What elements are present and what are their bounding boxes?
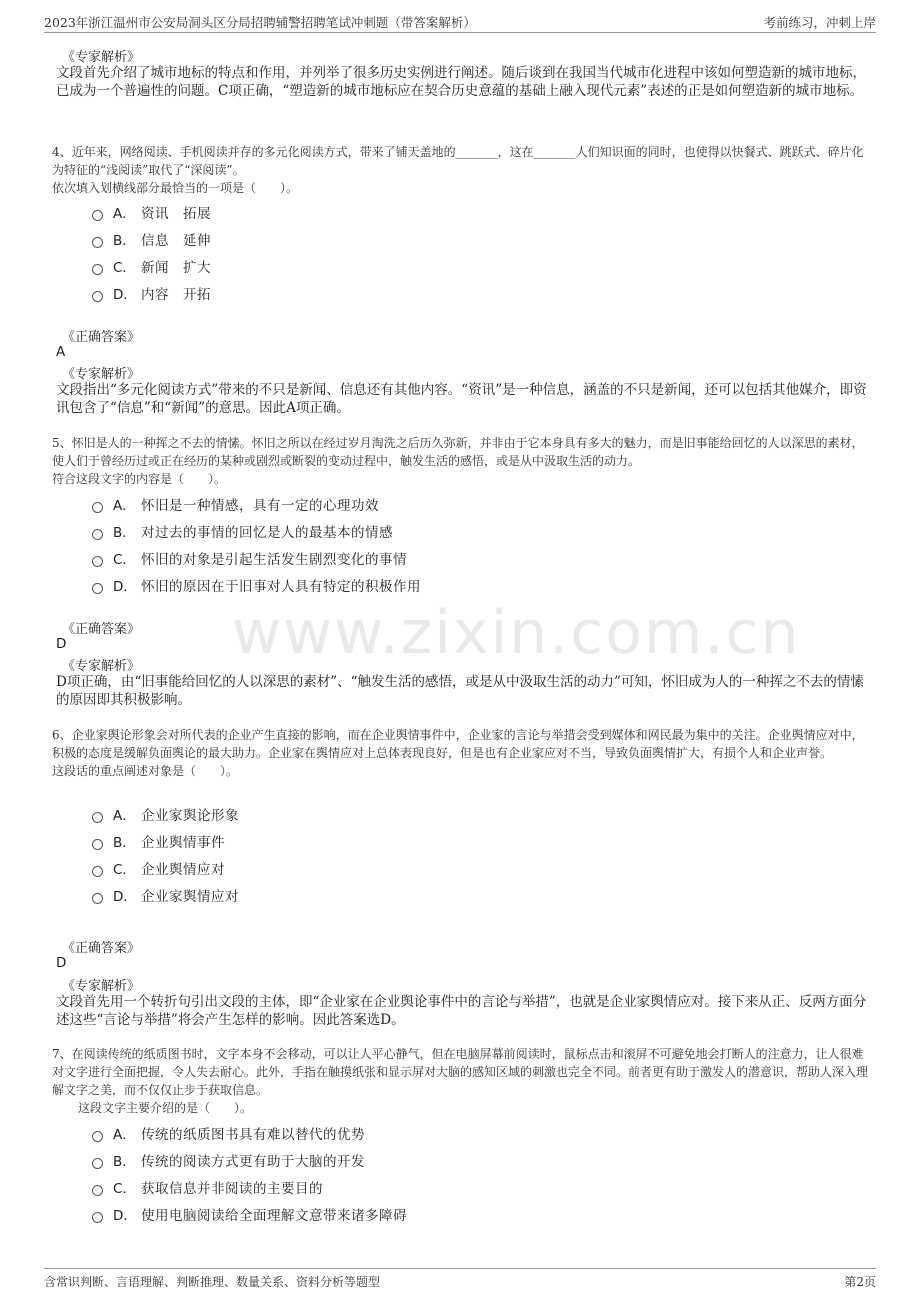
q7-option-c[interactable]: C． 获取信息并非阅读的主要目的 xyxy=(92,1177,323,1197)
q5-option-c[interactable]: C． 怀旧的对象是引起生活发生剧烈变化的事情 xyxy=(92,548,407,568)
q4-option-d[interactable]: D． 内容 开拓 xyxy=(92,283,211,303)
q4-option-c[interactable]: C． 新闻 扩大 xyxy=(92,256,211,276)
radio-button[interactable] xyxy=(92,556,103,567)
radio-button[interactable] xyxy=(92,812,103,823)
answer-label: 《正确答案》 xyxy=(62,622,141,637)
q6-option-c[interactable]: C． 企业舆情应对 xyxy=(92,858,225,878)
q5-option-a[interactable]: A． 怀旧是一种情感，具有一定的心理功效 xyxy=(92,494,379,514)
q7-option-d[interactable]: D． 使用电脑阅读给全面理解文意带来诸多障碍 xyxy=(92,1204,407,1224)
radio-button[interactable] xyxy=(92,1212,103,1223)
radio-button[interactable] xyxy=(92,583,103,594)
q5-question xyxy=(52,434,872,488)
q7-option-a[interactable]: A． 传统的纸质图书具有难以替代的优势 xyxy=(92,1123,365,1143)
q6-analysis: 文段首先用一个转折句引出文段的主体，即“企业家在企业舆论事件中的言论与举措”，也就是企业家舆情应对。接下来从正、反两方面分述这些“言论与举措”将会产生怎样的影响。因此答案选D。 xyxy=(56,994,867,1028)
watermark: www.zixin.com.cn xyxy=(232,598,801,668)
q6-option-a[interactable]: A． 企业家舆论形象 xyxy=(92,804,239,824)
page-number: 第2页 xyxy=(844,1275,876,1289)
radio-button[interactable] xyxy=(92,1158,103,1169)
q4-prompt: 依次填入划横线部分最恰当的一项是（ ）。 xyxy=(52,181,299,195)
radio-button[interactable] xyxy=(92,502,103,513)
q4-option-b[interactable]: B． 信息 延伸 xyxy=(92,229,211,249)
header-slogan: 考前练习，冲刺上岸 xyxy=(763,15,876,30)
q7-text: 7、在阅读传统的纸质图书时，文字本身不会移动，可以让人平心静气，但在电脑屏幕前阅读时，鼠标点击和滚屏不可避免地会打断人的注意力，让人很难对文字进行全面把握，令人失去耐心。此外，手指在触摸纸张和显示屏对大脑的感知区域的刺激也完全不同。前者更有助于激发人的潜意识，帮助人深入理解文字之美，而不仅仅止步于获取信息。 xyxy=(52,1047,869,1097)
analysis-label: 《专家解析》 xyxy=(62,367,141,382)
q6-option-b[interactable]: B． 企业舆情事件 xyxy=(92,831,225,851)
q4-option-a[interactable]: A． 资讯 拓展 xyxy=(92,202,211,222)
radio-button[interactable] xyxy=(92,839,103,850)
q5-text: 5、怀旧是人的一种挥之不去的情愫。怀旧之所以在经过岁月淘洗之后历久弥新，并非由于它本身具有多大的魅力，而是旧事能给回忆的人以深思的素材，使人们于曾经历过或正在经历的某种或剧烈或断裂的变动过程中，触发生活的感悟，或是从中汲取生活的动力。 xyxy=(52,436,864,468)
q6-option-d[interactable]: D． 企业家舆情应对 xyxy=(92,885,239,905)
document-title: 2023年浙江温州市公安局洞头区分局招聘辅警招聘笔试冲刺题（带答案解析） xyxy=(44,15,476,30)
radio-button[interactable] xyxy=(92,210,103,221)
page-footer xyxy=(44,1268,876,1293)
q4-analysis: 文段指出“多元化阅读方式”带来的不只是新闻、信息还有其他内容。“资讯”是一种信息，涵盖的不只是新闻，还可以包括其他媒介，即资讯包含了“信息”和“新闻”的意思。因此A项正确。 xyxy=(56,382,867,416)
q5-option-d[interactable]: D． 怀旧的原因在于旧事对人具有特定的积极作用 xyxy=(92,575,421,595)
radio-button[interactable] xyxy=(92,264,103,275)
q6-question xyxy=(52,726,872,780)
q4-answer: A xyxy=(56,344,66,360)
analysis-label: 《专家解析》 xyxy=(62,50,141,65)
radio-button[interactable] xyxy=(92,529,103,540)
q6-answer: D xyxy=(56,955,67,971)
radio-button[interactable] xyxy=(92,237,103,248)
analysis-label: 《专家解析》 xyxy=(62,979,141,994)
q5-option-b[interactable]: B． 对过去的事情的回忆是人的最基本的情感 xyxy=(92,521,393,541)
q4-question xyxy=(52,143,872,197)
radio-button[interactable] xyxy=(92,291,103,302)
q5-answer: D xyxy=(56,636,67,652)
footer-topics: 含常识判断、言语理解、判断推理、数量关系、资料分析等题型 xyxy=(44,1275,381,1289)
q6-prompt: 这段话的重点阐述对象是（ ）。 xyxy=(52,764,239,778)
q7-option-b[interactable]: B． 传统的阅读方式更有助于大脑的开发 xyxy=(92,1150,365,1170)
analysis-label: 《专家解析》 xyxy=(62,659,141,674)
q7-question xyxy=(52,1045,872,1117)
q3-analysis: 文段首先介绍了城市地标的特点和作用，并列举了很多历史实例进行阐述。随后谈到在我国当代城市化进程中该如何塑造新的城市地标，已成为一个普遍性的问题。C项正确，“塑造新的城市地标应在契合历史意蕴的基础上融入现代元素”表述的正是如何塑造新的城市地标。 xyxy=(56,65,866,99)
page-header xyxy=(44,10,876,33)
q6-text: 6、企业家舆论形象会对所代表的企业产生直接的影响，而在企业舆情事件中，企业家的言论与举措会受到媒体和网民最为集中的关注。企业舆情应对中，积极的态度是缓解负面舆论的最大助力。企业家在舆情应对上总体表现良好，但是也有企业家应对不当，导致负面舆情扩大，有损个人和企业声誉。 xyxy=(52,728,864,760)
q5-analysis: D项正确，由“旧事能给回忆的人以深思的素材”、“触发生活的感悟，或是从中汲取生活的动力”可知，怀旧成为人的一种挥之不去的情愫的原因即其积极影响。 xyxy=(56,674,864,708)
answer-label: 《正确答案》 xyxy=(62,941,141,956)
radio-button[interactable] xyxy=(92,893,103,904)
radio-button[interactable] xyxy=(92,1131,103,1142)
radio-button[interactable] xyxy=(92,866,103,877)
q5-prompt: 符合这段文字的内容是（ ）。 xyxy=(52,472,227,486)
answer-label: 《正确答案》 xyxy=(62,330,141,345)
q7-prompt: 这段文字主要介绍的是（ ）。 xyxy=(78,1101,253,1115)
q4-text: 4、近年来，网络阅读、手机阅读并存的多元化阅读方式，带来了铺天盖地的_______，这在_______人们知识面的同时，也使得以快餐式、跳跃式、碎片化为特征的“浅阅读”取代了“深阅读”。 xyxy=(52,145,864,177)
radio-button[interactable] xyxy=(92,1185,103,1196)
